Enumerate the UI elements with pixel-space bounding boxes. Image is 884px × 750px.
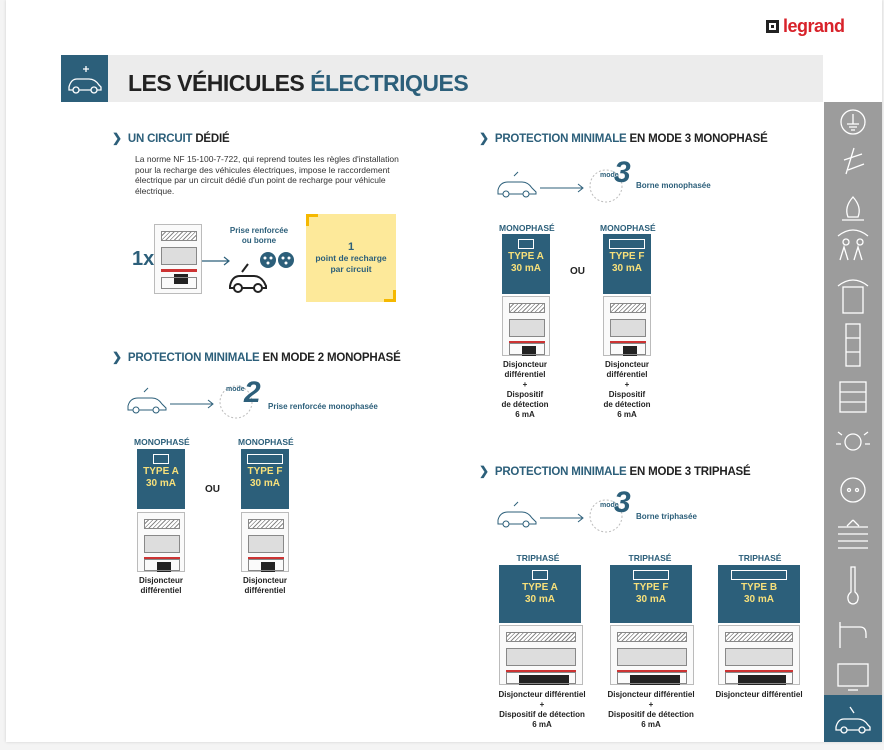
page-title: LES VÉHICULES ÉLECTRIQUES xyxy=(128,70,469,96)
breaker-illustration xyxy=(154,224,202,294)
earth-icon xyxy=(841,110,865,134)
mode-badge-word: mode xyxy=(226,386,245,393)
section-heading-mode3-mono: ❯ PROTECTION MINIMALE EN MODE 3 MONOPHASÉ xyxy=(479,131,768,145)
circuit-description: La norme NF 15-100-7-722, qui reprend toutes les règles d'installation pour la recharge des véhicules électriques, impose le raccordement électrique par un circuit dédié d'un point de recharge pour véhicule électrique. xyxy=(135,154,399,196)
fire-icon xyxy=(842,197,864,220)
mode3m-col2-label: MONOPHASÉ xyxy=(600,223,656,233)
quantity-label: 1x xyxy=(132,248,155,270)
mode3t-col1-label: TRIPHASÉ xyxy=(516,553,560,563)
mode3t-col1-caption: Disjoncteur différentiel + Dispositif de détection 6 mA xyxy=(498,690,586,729)
mode2-col2-badge: TYPE F 30 mA xyxy=(241,449,289,509)
mode-badge-number: 3 xyxy=(614,156,631,189)
sidebar xyxy=(824,102,882,742)
mode3m-col2-caption: Disjoncteur différentiel + Dispositif de détection 6 mA xyxy=(603,360,651,419)
breaker-illustration xyxy=(137,512,185,572)
or-label: OU xyxy=(205,484,220,495)
people-icon xyxy=(838,230,868,260)
mode2-col2-caption: Disjoncteur différentiel xyxy=(242,576,287,595)
ventilation-icon xyxy=(838,520,868,548)
or-label: OU xyxy=(570,266,585,277)
charging-car-icon xyxy=(224,248,304,296)
mode3t-col1-badge: TYPE A 30 mA xyxy=(499,565,581,623)
breaker-illustration xyxy=(499,625,583,685)
section-heading-circuit: ❯ UN CIRCUIT DÉDIÉ xyxy=(112,131,230,145)
mode3m-col1-caption: Disjoncteur différentiel + Dispositif de détection 6 mA xyxy=(501,360,549,419)
mode-badge-word: mode xyxy=(600,172,619,179)
breaker-illustration xyxy=(603,296,651,356)
mode3m-col1-label: MONOPHASÉ xyxy=(499,223,555,233)
legrand-logo: legrand xyxy=(766,16,845,37)
mode3-mono-label: Borne monophasée xyxy=(636,181,711,190)
sidebar-item-electric-vehicles[interactable] xyxy=(824,695,882,742)
breaker-illustration xyxy=(241,512,289,572)
socket-icon xyxy=(841,478,865,502)
mode-badge-number: 3 xyxy=(614,486,631,519)
mode3t-col2-label: TRIPHASÉ xyxy=(628,553,672,563)
mode3-tri-label: Borne triphasée xyxy=(636,512,697,521)
mode3t-col3-label: TRIPHASÉ xyxy=(738,553,782,563)
faucet-icon xyxy=(840,622,866,648)
mode2-label: Prise renforcée monophasée xyxy=(268,402,378,411)
breaker-illustration xyxy=(718,625,800,685)
breaker-illustration xyxy=(610,625,694,685)
mode2-col1-label: MONOPHASÉ xyxy=(134,437,190,447)
breaker-illustration xyxy=(502,296,550,356)
panel-icon xyxy=(840,382,866,412)
electric-car-icon xyxy=(61,55,108,102)
mode-badge-word: mode xyxy=(600,502,619,509)
sidebar-icons xyxy=(824,102,882,702)
cabinet-icon xyxy=(838,280,868,313)
mode-badge-number: 2 xyxy=(244,376,261,409)
mode2-col1-caption: Disjoncteur différentiel xyxy=(138,576,183,595)
thermometer-icon xyxy=(848,567,858,604)
mode3m-col1-badge: TYPE A 30 mA xyxy=(502,234,550,294)
lightning-icon xyxy=(844,148,864,174)
lamp-icon xyxy=(836,432,870,450)
highlight-text: 1 point de recharge par circuit xyxy=(315,241,387,274)
mode2-col2-label: MONOPHASÉ xyxy=(238,437,294,447)
mode3m-col2-badge: TYPE F 30 mA xyxy=(603,234,651,294)
section-heading-mode3-tri: ❯ PROTECTION MINIMALE EN MODE 3 TRIPHASÉ xyxy=(479,464,751,478)
electric-car-icon xyxy=(824,695,882,742)
screen-icon xyxy=(838,664,868,690)
mode2-col1-badge: TYPE A 30 mA xyxy=(137,449,185,509)
charging-point-label: Prise renforcée ou borne xyxy=(229,226,289,245)
mode3t-col2-badge: TYPE F 30 mA xyxy=(610,565,692,623)
document-page xyxy=(6,0,882,742)
ladder-icon xyxy=(846,324,860,366)
mode3t-col2-caption: Disjoncteur différentiel + Dispositif de détection 6 mA xyxy=(607,690,695,729)
section-heading-mode2: ❯ PROTECTION MINIMALE EN MODE 2 MONOPHASÉ xyxy=(112,350,401,364)
mode3t-col3-caption: Disjoncteur différentiel xyxy=(715,690,803,699)
mode3t-col3-badge: TYPE B 30 mA xyxy=(718,565,800,623)
